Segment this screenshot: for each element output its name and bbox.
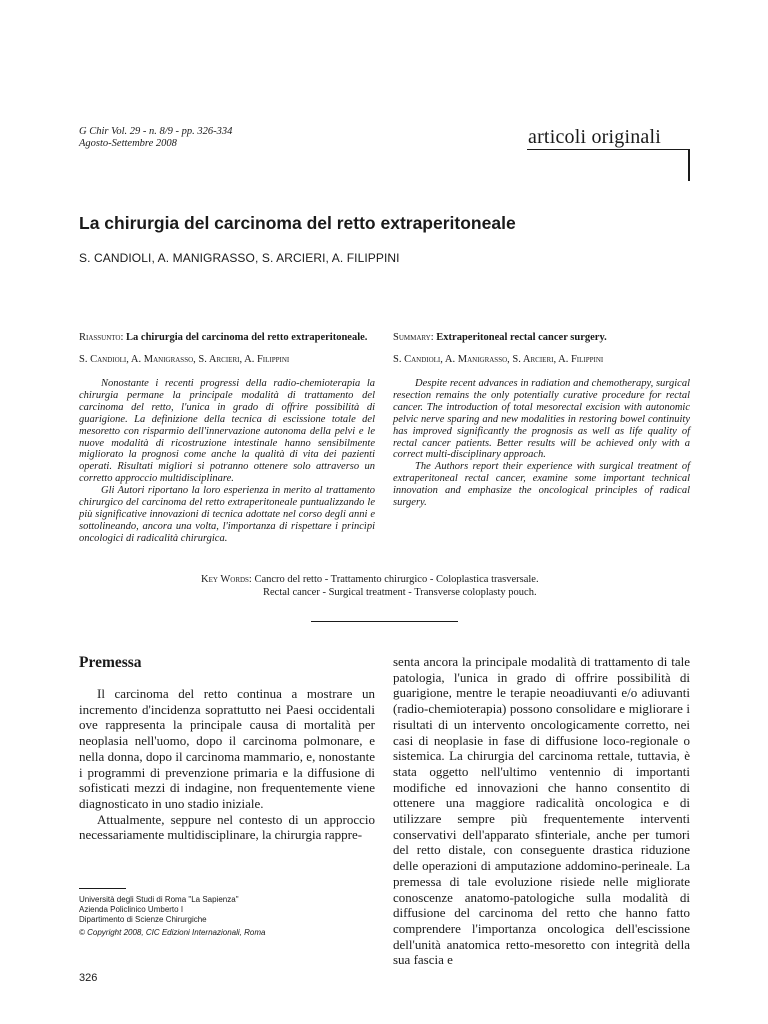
- affiliation-footnote: [79, 895, 265, 938]
- footnote-rule: [79, 888, 126, 889]
- abstract-en-authors: S. Candioli, A. Manigrasso, S. Arcieri, A. Filippini: [393, 354, 604, 365]
- keywords-english: Rectal cancer - Surgical treatment - Transverse coloplasty pouch.: [263, 587, 537, 598]
- body-left-column: [79, 686, 375, 843]
- keywords-label: Key Words:: [201, 574, 252, 585]
- abstract-it-paragraph: Nonostante i recenti progressi della radio-chemioterapia la chirurgia permane la principale modalità di trattamento del carcinoma del retto, l'unica in grado di offrire possibilità di guarigione. La definizione della tecnica di escissione totale del mesoretto con risparmio dell'innervazione autonoma della pelvi e le nuove modalità di ricostruzione intestinale hanno sensibilmente migliorato la prognosi come anche la qualità di vita dei pazienti operati. Risultati migliori si potranno ottenere solo attraverso un corretto approccio multidisciplinare.: [79, 378, 375, 485]
- body-paragraph: Attualmente, seppure nel contesto di un approccio necessariamente multidisciplinare, la chirurgia rappre-: [79, 811, 375, 843]
- section-underline: [527, 149, 689, 150]
- abstract-it-authors: S. Candioli, A. Manigrasso, S. Arcieri, A. Filippini: [79, 354, 290, 365]
- article-authors: S. CANDIOLI, A. MANIGRASSO, S. ARCIERI, A. FILIPPINI: [79, 251, 400, 265]
- abstract-it-body: [79, 378, 375, 545]
- abstract-en-title: Extraperitoneal rectal cancer surgery.: [436, 332, 607, 343]
- page-number: 326: [79, 972, 98, 984]
- keywords-it-text: Cancro del retto - Trattamento chirurgico - Coloplastica trasversale.: [254, 574, 539, 585]
- keywords-italian: [201, 573, 539, 586]
- body-right-column: [393, 654, 690, 968]
- abstract-it-title: La chirurgia del carcinoma del retto extraperitoneale.: [126, 332, 368, 343]
- section-label: articoli originali: [528, 126, 662, 148]
- copyright-line: © Copyright 2008, CIC Edizioni Internazionali, Roma: [79, 928, 266, 937]
- journal-date-line: Agosto-Settembre 2008: [79, 138, 177, 149]
- abstract-en-paragraph: Despite recent advances in radiation and chemotherapy, surgical resection remains the only potentially curative procedure for rectal cancer. The introduction of total mesorectal excision with autonomic pelvic nerve sparing and new modalities in restoring bowel continuity has improved significantly the prognosis as well as life quality of rectal cancer patients. Better results will be achieved only with a correct multi-disciplinary approach.: [393, 378, 690, 461]
- journal-volume-line: G Chir Vol. 29 - n. 8/9 - pp. 326-334: [79, 126, 233, 137]
- section-heading-premessa: Premessa: [79, 654, 142, 671]
- section-divider: [311, 621, 458, 622]
- body-paragraph: Il carcinoma del retto continua a mostrare un incremento d'incidenza soprattutto nei Paesi occidentali ove rappresenta la principale causa di mortalità per neoplasia nell'uomo, dopo il carcinoma polmonare, e nella donna, dopo il carcinoma mammario, e, nonostante i programmi di prevenzione primaria e la diffusione di sofisticati mezzi di indagine, non frequentemente viene diagnosticato in uno stadio iniziale.: [79, 686, 375, 811]
- article-title: La chirurgia del carcinoma del retto extraperitoneale: [79, 213, 516, 233]
- affiliation-university: Università degli Studi di Roma "La Sapienza": [79, 895, 239, 904]
- abstract-it-paragraph: Gli Autori riportano la loro esperienza in merito al trattamento chirurgico del carcinoma del retto extraperitoneale puntualizzando le più significative innovazioni di tecnica adottate nel corso degli anni e sottolineando, ancora una volta, l'importanza di rispettare i princìpi oncologici di radicalità chirurgica.: [79, 485, 375, 544]
- abstract-en-label: Summary:: [393, 332, 434, 343]
- journal-citation: [79, 126, 232, 150]
- abstract-en-paragraph: The Authors report their experience with surgical treatment of extraperitoneal rectal cancer, examine some important technical innovation and emphasize the oncological principles of radical surgery.: [393, 461, 690, 509]
- abstract-en-heading: [393, 331, 693, 344]
- body-paragraph: senta ancora la principale modalità di trattamento di tale patologia, l'unica in grado di offrire possibilità di guarigione, mentre le terapie neoadiuvanti e/o adiuvanti (radio-chemioterapia) possono consolidare e migliorare i risultati di un intervento oncologicamente corretto, nei casi di neoplasie in fase di diffusione loco-regionale o sistemica. La chirurgia del carcinoma rettale, tuttavia, è stata oggetto nell'ultimo ventennio di importanti modifiche ed innovazioni che hanno consentito di ottenere una maggiore radicalità oncologica e di utilizzare sempre più frequentemente interventi conservativi dell'apparato sfinteriale, anche per tumori del retto distale, con conseguente drastica riduzione delle operazioni di amputazione addomino-perineale. La premessa di tale evoluzione risiede nelle migliorate conoscenze anatomo-patologiche sulla modalità di diffusione del carcinoma del retto che hanno fatto comprendere l'importanza oncologica dell'escissione dell'unità anatomica retto-mesoretto con integrità della sua fascia e: [393, 654, 690, 968]
- affiliation-department: Dipartimento di Scienze Chirurgiche: [79, 915, 207, 924]
- section-vertical-rule: [688, 149, 690, 181]
- affiliation-hospital: Azienda Policlinico Umberto I: [79, 905, 184, 914]
- abstract-en-body: [393, 378, 690, 509]
- abstract-it-heading: [79, 331, 379, 344]
- abstract-it-label: Riassunto:: [79, 332, 124, 343]
